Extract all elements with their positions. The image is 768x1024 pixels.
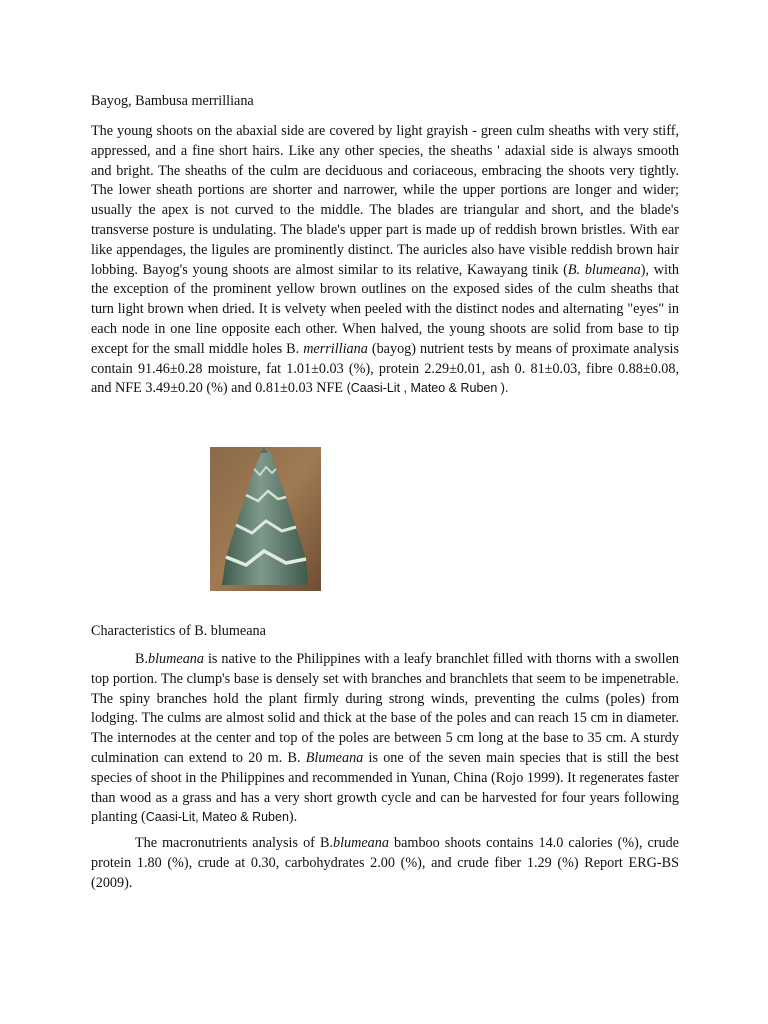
text-run: ), with the exception of the prominent yellow brown outlines on the exposed sides of the culm sheaths that turn light brown when dried. It is velvety when peeled with the distinct nodes and alternating "eyes" in each node in one line opposite each other. When halved, the young shoots are solid from base to tip except for the small middle holes B. [91, 261, 679, 357]
paragraph-blumeana-macronutrients [91, 834, 679, 893]
text-run: The young shoots on the abaxial side are covered by light grayish - green culm sheaths with very stiff, appressed, and a fine short hairs. Like any other species, the sheaths ' adaxial side is always smooth and bright. The sheaths of the culm are deciduous and coriaceous, embracing the shoots very tightly. The lower sheath portions are shorter and narrower, while the upper portions are longer and wider; usually the apex is not curved to the middle. The blades are triangular and short, and the blade's transverse posture is undulating. The blade's upper part is made up of reddish brown bristles. With ear like appendages, the ligules are prominently distinct. The auricles also have visible reddish brown hair lobbing. Bayog's young shoots are almost similar to its relative, Kawayang tinik ( [91, 123, 679, 278]
section-heading-bayog: Bayog, Bambusa merrilliana [91, 93, 254, 109]
text-run: (bayog) nutrient tests by means of proximate analysis contain 91.46±0.28 moisture, fat 1.01±0.03 (%), protein 2.29±0.01, ash 0. 81±0.03, fibre 0.88±0.08, and NFE 3.49±0.20 (%) and 0.81±0.03 NFE [91, 340, 679, 397]
species-name-italic: B. blumeana [567, 261, 641, 278]
citation: (Caasi-Lit , Mateo & Ruben ). [346, 381, 509, 396]
section-heading-blumeana: Characteristics of B. blumeana [91, 623, 266, 639]
text-run: is native to the Philippines with a leafy branchlet filled with thorns with a swollen top portion. The clump's base is densely set with branches and branchlets that seem to be impenetrable. The spiny branches hold the plant firmly during strong winds, preventing the culms (poles) from lodging. The culms are almost solid and thick at the base of the poles and can reach 15 cm in diameter. The internodes at the center and top of the poles are between 5 cm long at the base to 35 cm. A sturdy culmination can extend to 20 m. B. [91, 651, 679, 766]
paragraph-blumeana-characteristics [91, 650, 679, 828]
species-name-italic: blumeana [148, 651, 204, 667]
species-name-italic: merrilliana [303, 340, 368, 357]
text-run: bamboo shoots contains 14.0 calories (%), crude protein 1.80 (%), crude at 0.30, carbohydrates 2.00 (%), and crude fiber 1.29 (%) Report ERG-BS (2009). [91, 835, 679, 891]
text-run: B. [135, 651, 149, 667]
citation: Caasi-Lit, Mateo & Ruben [145, 810, 289, 825]
bamboo-shoot-photo [210, 447, 321, 591]
text-run: is one of the seven main species that is still the best species of shoot in the Philippines and recommended in Yunan, China (Rojo 1999). It regenerates faster than wood as a grass and has a very short growth cycle and can be harvested for four years following planting ( [91, 749, 680, 826]
species-name-italic: blumeana [332, 835, 389, 851]
text-run: The macronutrients analysis of B. [135, 835, 333, 851]
species-name-italic: Blumeana [305, 749, 364, 766]
paragraph-bayog-description [91, 122, 679, 399]
text-run: ). [288, 809, 298, 826]
